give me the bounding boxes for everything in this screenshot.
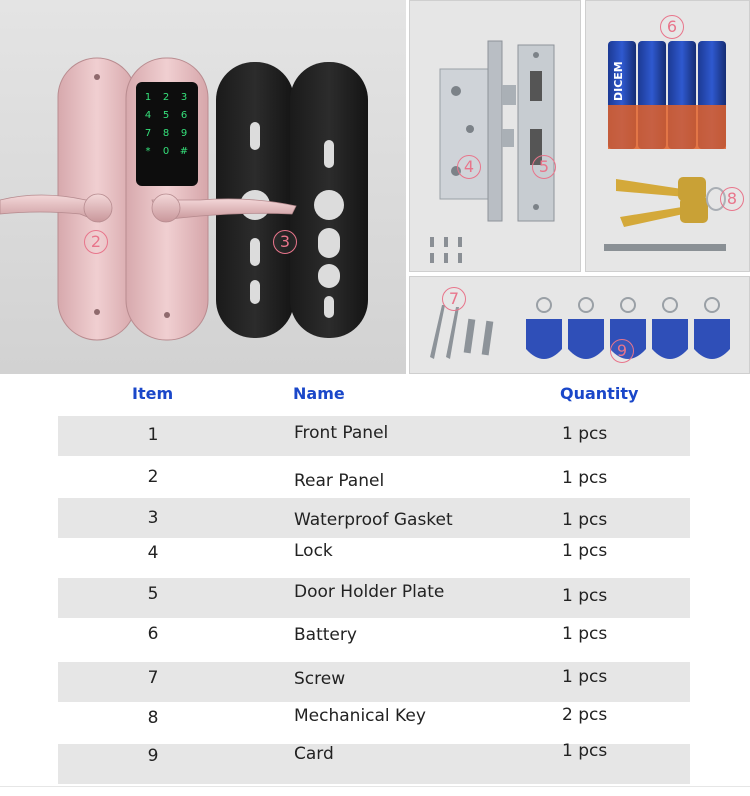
row-item-name: Lock [294, 541, 333, 561]
keypad-key: 1 [144, 92, 152, 103]
row-item-number: 4 [147, 543, 159, 563]
row-item-number: 2 [147, 467, 159, 487]
table-row [58, 416, 690, 456]
row-item-name: Waterproof Gasket [294, 510, 453, 530]
row-item-quantity: 2 pcs [562, 705, 608, 725]
keypad-key: 9 [180, 128, 188, 139]
row-item-name: Door Holder Plate [294, 582, 445, 602]
table-row [58, 662, 690, 702]
packing-list-table [0, 374, 750, 796]
row-item-name: Rear Panel [294, 471, 385, 491]
row-item-number: 5 [147, 584, 159, 604]
battery-brand: DICEM [612, 61, 625, 101]
callout-number: 3 [273, 230, 297, 254]
table-row [58, 540, 690, 580]
keypad-key: * [145, 146, 151, 157]
callout-number: 5 [532, 155, 556, 179]
keypad-key: 3 [180, 92, 188, 103]
keypad-key: 0 [162, 146, 170, 157]
row-item-name: Mechanical Key [294, 706, 426, 726]
row-item-number: 1 [147, 425, 159, 445]
callout-number: 2 [84, 230, 108, 254]
row-item-quantity: 1 pcs [562, 667, 608, 687]
row-item-quantity: 1 pcs [562, 541, 608, 561]
table-row [58, 704, 690, 744]
callout-number: 7 [442, 287, 466, 311]
lock-body-illustration [410, 1, 581, 272]
row-item-number: 7 [147, 668, 159, 688]
battery-keys-illustration [586, 1, 750, 272]
keypad-key: 5 [162, 110, 170, 121]
row-item-name: Front Panel [294, 423, 389, 443]
table-row [58, 741, 690, 784]
row-item-name: Battery [294, 625, 357, 645]
table-row [58, 458, 690, 498]
row-item-quantity: 1 pcs [562, 586, 608, 606]
row-item-number: 8 [147, 708, 159, 728]
keypad-key: 7 [144, 128, 152, 139]
divider [0, 786, 750, 787]
row-item-quantity: 1 pcs [562, 468, 608, 488]
keypad-key: 8 [162, 128, 170, 139]
row-item-quantity: 1 pcs [562, 741, 608, 761]
row-item-number: 6 [147, 624, 159, 644]
row-item-number: 3 [147, 508, 159, 528]
table-row [58, 622, 690, 662]
table-row [58, 498, 690, 538]
battery-keys-photo [585, 0, 750, 272]
callout-number: 8 [720, 187, 744, 211]
keypad-key: 2 [162, 92, 170, 103]
row-item-name: Screw [294, 669, 346, 689]
product-photo-collage [0, 0, 750, 374]
header-quantity: Quantity [560, 384, 639, 403]
callout-number: 6 [660, 15, 684, 39]
lock-panels-illustration [0, 0, 406, 374]
lock-body-photo [409, 0, 581, 272]
keypad-key: 6 [180, 110, 188, 121]
lock-panels-photo [0, 0, 406, 374]
header-item: Item [132, 384, 174, 403]
row-item-quantity: 1 pcs [562, 624, 608, 644]
keypad-key: # [179, 146, 189, 157]
callout-number: 9 [610, 339, 634, 363]
screws-cards-photo [409, 276, 750, 374]
row-item-quantity: 1 pcs [562, 424, 608, 444]
keypad-key: 4 [144, 110, 152, 121]
row-item-number: 9 [147, 746, 159, 766]
row-item-quantity: 1 pcs [562, 510, 608, 530]
callout-number: 4 [457, 155, 481, 179]
row-item-name: Card [294, 744, 334, 764]
header-name: Name [293, 384, 345, 403]
table-row [58, 578, 690, 618]
